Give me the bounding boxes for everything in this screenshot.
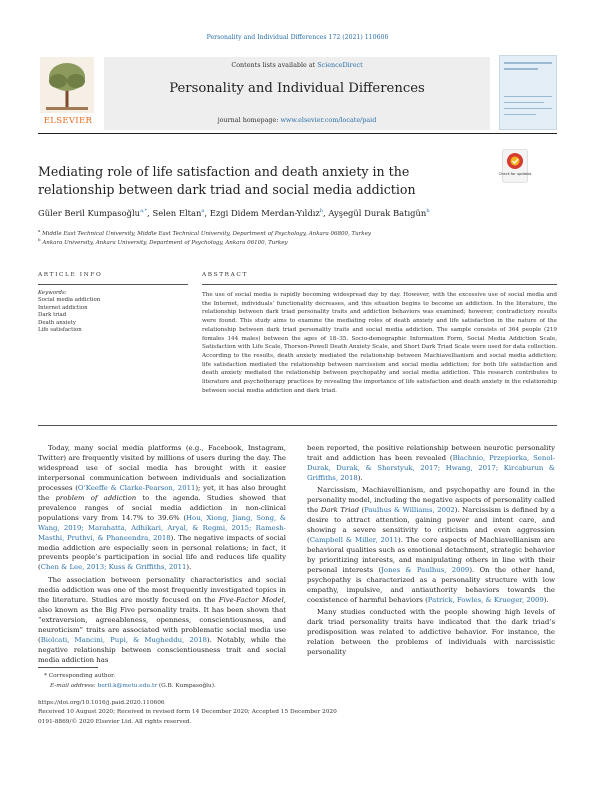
divider [202,284,557,285]
paragraph: Narcissism, Machiavellianism, and psychopathy are found in the personality model, including the negative aspects of personality called the Dark Triad (Paulhus & Williams, 2002). Narcissism is defined by a desire to attract attention, gaining power and intent care, and showing a severe sensitivity to criticism and even aggression (Campbell & Miller, 2011). The core aspects of Machiavellianism are behavioral qualities such as emotional detachment, strategic behavior by prioritizing interests, and manipulating others in line with their personal interests (Jones & Paulhus, 2009). On the other hand, psychopathy is characterized as a personality structure with low empathy, impulsive, and antiauthority behaviors towards the coexistence of harmful behaviors (Patrick, Fowles, & Krueger, 2009). [307,486,556,604]
check-for-updates-icon[interactable] [498,149,532,183]
citation-link[interactable]: Chen & Lee, 2013; Kuss & Griffiths, 2011 [40,563,187,572]
keyword: Dark triad [38,312,67,319]
divider [38,284,188,285]
author[interactable]: Selen Eltan$^a$ [152,208,205,218]
author[interactable]: Güler Beril Kumpasoğlu$^{a,*}$ [38,208,148,218]
homepage-link[interactable]: www.elsevier.com/locate/paid [280,116,377,124]
homepage-line [104,116,490,124]
email-link[interactable]: beril.k@metu.edu.tr [97,683,158,689]
keyword: Life satisfaction [38,327,82,334]
abstract-heading: ABSTRACT [202,272,248,278]
paragraph: Today, many social media platforms (e.g., Facebook, Instagram, Twitter) are frequently visited by millions of users during the day. The widespread use of social media has brought with it easier interpersonal communication between individuals and socialization processes (O’Keeffe & Clarke-Pearson, 2011); yet, it has also brought the problem of addiction to the agenda. Studies showed that prevalence ranges of social media addiction in non-clinical populations vary from 14.7% to 39.6% (Hou, Xiong, Jiang, Song, & Wang, 2019; Marahatta, Adhikari, Aryal, & Regmi, 2015; Ramesh-Masthi, Pruthvi, & Phaneendra, 2018). The negative impacts of social media addiction are especially seen in personal relations; in fact, it prevents people’s participation in social life and reduces life quality (Chen & Lee, 2013; Kuss & Griffiths, 2011). [38,444,287,572]
paragraph: Many studies conducted with the people showing high levels of dark triad personality traits have indicated that the dark triad’s predisposition was related to addictive behavior. For instance, the relation between the problems of individuals with narcissistic personality [307,608,555,657]
contents-line [104,61,490,69]
journal-cover-thumbnail[interactable] [499,55,557,130]
cover-band [504,62,552,64]
citation-link[interactable]: Paulhus & Williams, 2002 [364,506,455,515]
article-info-heading: ARTICLE INFO [38,272,103,278]
cover-band [504,114,536,115]
sciencedirect-link[interactable]: ScienceDirect [317,61,363,69]
check-updates-label: Check for updates [498,172,532,176]
citation-link[interactable]: O’Keeffe & Clarke-Pearson, 2011 [77,483,196,492]
citation-link[interactable]: Biolcati, Mancini, Pupi, & Mugheddu, 2018 [40,635,207,644]
paragraph: been reported, the positive relationship between neurotic personality trait and addiction has been revealed (Błachnio, Przepiorka, Senol-Durak, Durak, & Sherstyuk, 2017; Hwang, 2017; Kircaburun & Griffiths, 2018). [307,444,555,482]
keyword: Death anxiety [38,319,76,326]
article-title: Mediating role of life satisfaction and death anxiety in the relationship between dark triad and social media addiction [38,164,416,197]
author[interactable]: Ezgi Didem Merdan-Yıldız$^b$ [209,208,323,218]
cover-band [504,96,552,97]
paragraph: The association between personality characteristics and social media addiction was one of the most frequently investigated topics in the literature. Studies are mostly focused on the Five-Factor Model, also known as the Big Five personality traits. It has been shown that “extraversion, agreeableness, openness, conscientiousness, and neuroticism” traits are associated with problematic social media use (Biolcati, Mancini, Pupi, & Mugheddu, 2018). Notably, while the negative relationship between conscientiousness trait and social media addiction has [38,575,286,664]
author[interactable]: Ayşegül Durak Batıgün$^b$ [328,208,430,218]
publisher-wordmark: ELSEVIER [43,116,93,126]
journal-reference[interactable]: Personality and Individual Differences 172 (2021) 110606 [206,34,389,41]
citation-link[interactable]: Campbell & Miller, 2011 [309,536,399,545]
citation-link[interactable]: Błachnio, Przepiorka, Senol-Durak, Durak, & Sherstyuk, 2017; Hwang, 2017; Kircaburun & Griffiths, 2018 [307,453,555,482]
keyword-list [38,297,100,335]
issn-copyright: 0191-8869/© 2020 Elsevier Ltd. All rights reserved. [38,719,192,725]
cover-band [504,68,538,70]
affiliation: $^b$ Ankara University, Ankara University, Department of Psychology, Ankara 06100, Turkey [38,237,288,246]
keyword: Internet addiction [38,304,88,311]
footnote-divider [38,667,98,668]
body-column-right [307,444,555,658]
citation-link[interactable]: Jones & Paulhus, 2009 [381,565,470,574]
email-line: E-mail address: beril.k@metu.edu.tr (G.B. Kumpasoğlu). [50,683,216,689]
received-dates: Received 10 August 2020; Received in revised form 14 December 2020; Accepted 15 December 2020 [38,709,337,715]
contents-prefix: Contents lists available at [231,61,318,69]
author-list: Güler Beril Kumpasoğlu$^{a,*}$, Selen Eltan$^a$, Ezgi Didem Merdan-Yıldız$^b$, Ayşegül Durak Batıgün$^b$ [38,208,430,218]
abstract-text: The use of social media is rapidly becoming widespread day by day. However, with the excessive use of social media and the Internet, individuals’ functionality decreases, and this situation begins to become an addiction. In the literature, the relationship between dark triad personality traits and addiction behaviors was examined; however, contradictory results were found. This study aims to examine the mediating roles of death anxiety and life satisfaction in the nature of the relationship between dark triad personality traits and social media addiction. The sample consists of 364 people (219 females 144 males) between the ages of 18–35. Socio-demographic Information Form, Social Media Addiction Scale, Satisfaction with Life Scale, Thorson-Powell Death Anxiety Scale, and Short Dark Triad Scale were used for data collection. According to the results, death anxiety mediated the relationship between Machiavellianism and social media addiction; life satisfaction mediated the relationship between narcissism and social media addiction; for both life satisfaction and death anxiety mediated the relationship between psychopathy and social media addiction. This research contributes to literature and psychotherapy practices by revealing the importance of life satisfaction and death anxiety in the relationship between social media addiction and dark triad. [202,292,557,394]
journal-title: Personality and Individual Differences [169,81,425,96]
citation-link[interactable]: Hou, Xiong, Jiang, Song, & Wang, 2019; Marahatta, Adhikari, Aryal, & Regmi, 2015; Ramesh-Masthi, Pruthvi, & Phaneendra, 2018 [38,513,287,542]
homepage-prefix: journal homepage: [217,116,281,124]
header-rule [38,133,557,134]
cover-band [504,108,552,109]
cover-band [504,102,544,103]
body-column-left [38,444,286,665]
keyword: Social media addiction [38,297,101,303]
doi-link[interactable]: https://doi.org/10.1016/j.paid.2020.110606 [38,700,165,706]
keywords-title: Keywords: [38,290,67,296]
citation-link[interactable]: Patrick, Fowles, & Krueger, 2009 [427,595,544,604]
affiliation: $^a$ Middle East Technical University, Middle East Technical University, Department of Psychology, Ankara 06800, Turkey [38,228,371,237]
corresponding-author-note: * Corresponding author. [44,673,116,679]
divider [38,425,557,426]
